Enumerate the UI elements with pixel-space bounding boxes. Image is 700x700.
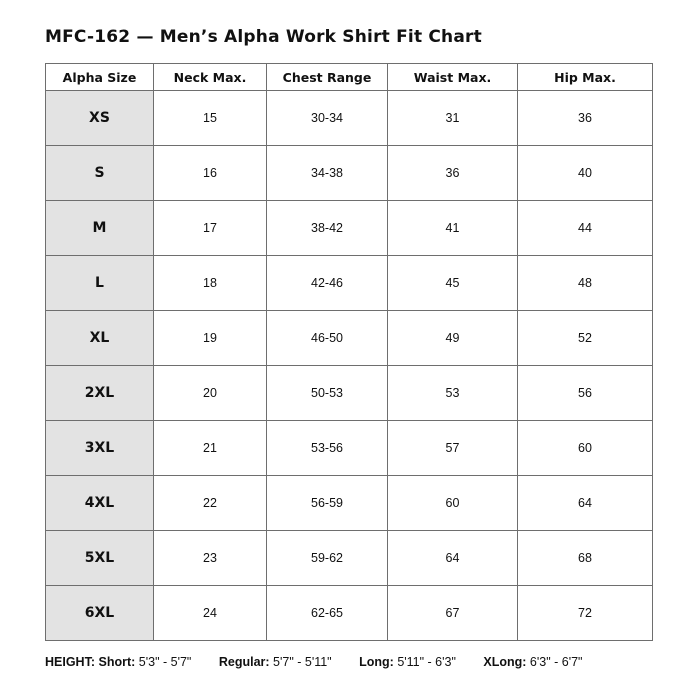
header-alpha-size: Alpha Size (46, 64, 154, 91)
neck-cell: 22 (154, 476, 267, 531)
short-label: Short: (98, 655, 136, 669)
chest-cell: 42-46 (267, 256, 388, 311)
chest-cell: 34-38 (267, 146, 388, 201)
neck-cell: 17 (154, 201, 267, 256)
waist-cell: 60 (388, 476, 518, 531)
long-label: Long: (359, 655, 394, 669)
waist-cell: 49 (388, 311, 518, 366)
page-title: MFC-162 — Men’s Alpha Work Shirt Fit Chart (45, 27, 482, 47)
hip-cell: 60 (518, 421, 653, 476)
xlong-value: 6'3" - 6'7" (529, 655, 583, 669)
waist-cell: 31 (388, 91, 518, 146)
chest-cell: 56-59 (267, 476, 388, 531)
size-cell: XS (46, 91, 154, 146)
hip-cell: 52 (518, 311, 653, 366)
table-row (46, 531, 653, 586)
chest-cell: 30-34 (267, 91, 388, 146)
neck-cell: 24 (154, 586, 267, 641)
chest-cell: 50-53 (267, 366, 388, 421)
table-header-row (46, 64, 653, 91)
table-row (46, 311, 653, 366)
table-row (46, 146, 653, 201)
chest-cell: 59-62 (267, 531, 388, 586)
table-row (46, 476, 653, 531)
neck-cell: 20 (154, 366, 267, 421)
hip-cell: 72 (518, 586, 653, 641)
table-body (46, 91, 653, 641)
height-legend (45, 655, 583, 669)
table-row (46, 91, 653, 146)
waist-cell: 45 (388, 256, 518, 311)
waist-cell: 41 (388, 201, 518, 256)
chest-cell: 53-56 (267, 421, 388, 476)
hip-cell: 44 (518, 201, 653, 256)
header-neck-max: Neck Max. (154, 64, 267, 91)
header-waist-max: Waist Max. (388, 64, 518, 91)
neck-cell: 23 (154, 531, 267, 586)
hip-cell: 68 (518, 531, 653, 586)
size-cell: XL (46, 311, 154, 366)
waist-cell: 67 (388, 586, 518, 641)
xlong-label: XLong: (483, 655, 527, 669)
height-label: HEIGHT: (45, 655, 95, 669)
table-row (46, 201, 653, 256)
neck-cell: 18 (154, 256, 267, 311)
neck-cell: 19 (154, 311, 267, 366)
hip-cell: 64 (518, 476, 653, 531)
header-hip-max: Hip Max. (518, 64, 653, 91)
neck-cell: 15 (154, 91, 267, 146)
chest-cell: 38-42 (267, 201, 388, 256)
neck-cell: 16 (154, 146, 267, 201)
hip-cell: 36 (518, 91, 653, 146)
size-cell: 3XL (46, 421, 154, 476)
regular-value: 5'7" - 5'11" (273, 655, 332, 669)
size-cell: L (46, 256, 154, 311)
table-row (46, 256, 653, 311)
short-value: 5'3" - 5'7" (138, 655, 192, 669)
table-row (46, 586, 653, 641)
size-cell: M (46, 201, 154, 256)
size-cell: 5XL (46, 531, 154, 586)
header-chest-range: Chest Range (267, 64, 388, 91)
hip-cell: 48 (518, 256, 653, 311)
size-cell: 2XL (46, 366, 154, 421)
hip-cell: 56 (518, 366, 653, 421)
hip-cell: 40 (518, 146, 653, 201)
size-cell: S (46, 146, 154, 201)
waist-cell: 36 (388, 146, 518, 201)
waist-cell: 57 (388, 421, 518, 476)
table-row (46, 421, 653, 476)
size-cell: 4XL (46, 476, 154, 531)
table-row (46, 366, 653, 421)
waist-cell: 53 (388, 366, 518, 421)
chest-cell: 62-65 (267, 586, 388, 641)
fit-chart-table (45, 63, 653, 641)
waist-cell: 64 (388, 531, 518, 586)
size-cell: 6XL (46, 586, 154, 641)
chest-cell: 46-50 (267, 311, 388, 366)
long-value: 5'11" - 6'3" (397, 655, 456, 669)
regular-label: Regular: (218, 655, 270, 669)
neck-cell: 21 (154, 421, 267, 476)
